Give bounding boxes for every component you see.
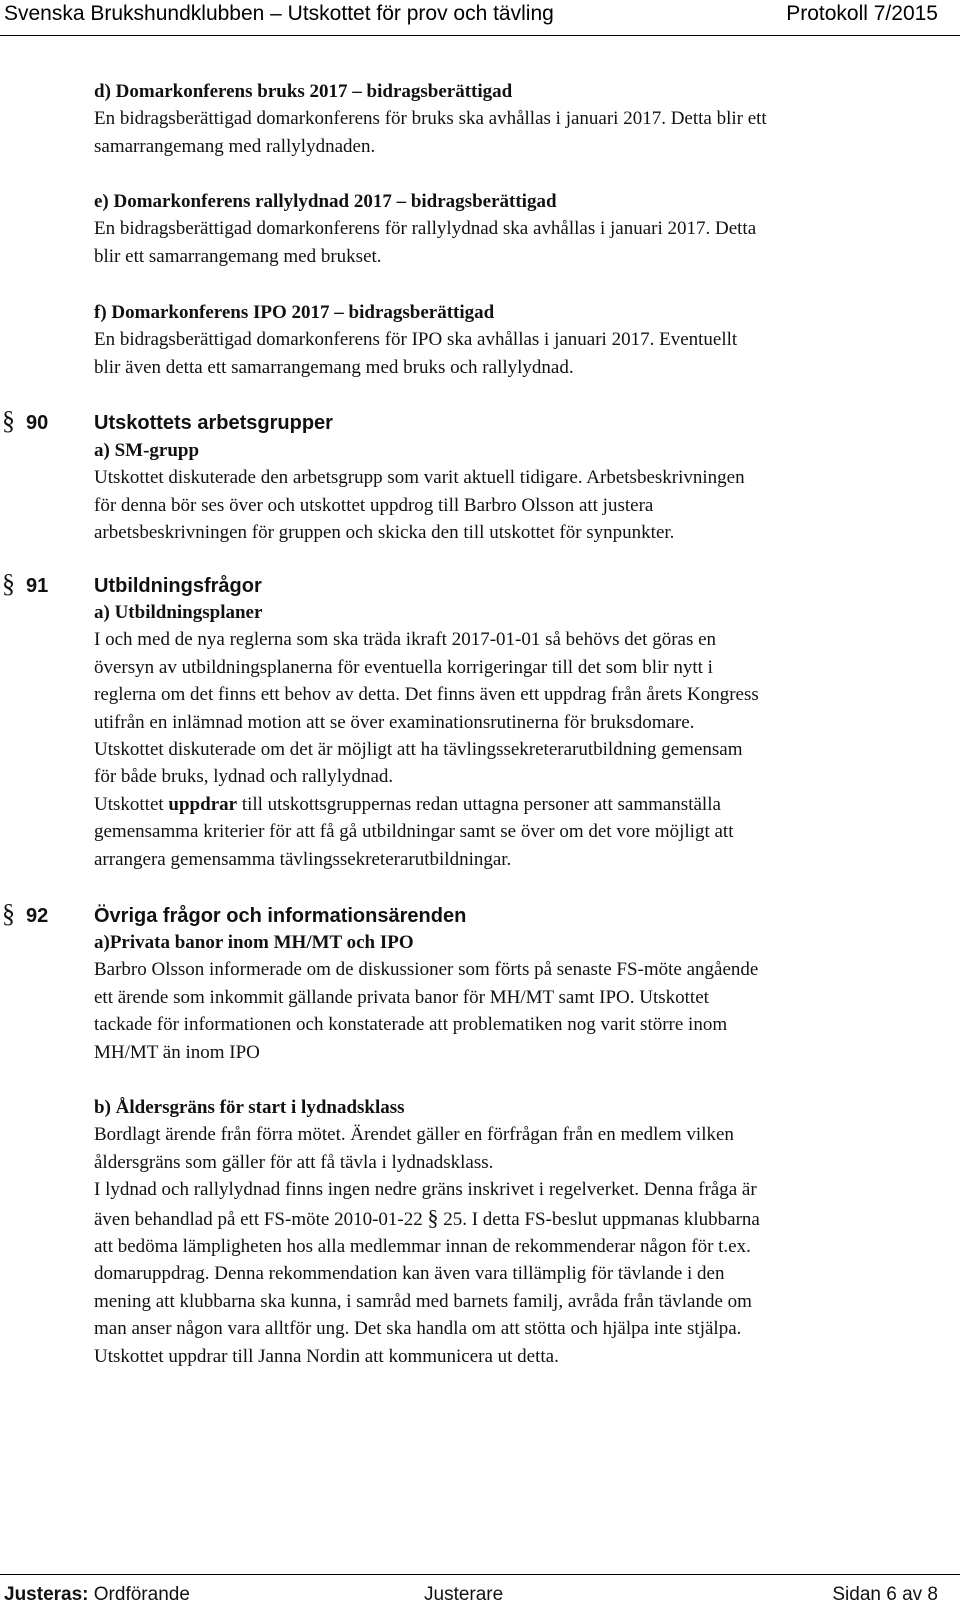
section-number: 92: [26, 905, 49, 927]
section-number: 90: [26, 412, 49, 434]
paragraph-line: [94, 791, 934, 818]
section-symbol: §: [2, 899, 15, 928]
section-title: Övriga frågor och informationsärenden: [94, 905, 467, 927]
section-90-subtitle: a) SM-grupp: [94, 440, 200, 461]
item-e-line: blir ett samarrangemang med brukset.: [94, 245, 382, 267]
paragraph-line: ett ärende som inkommit gällande privata banor för MH/MT samt IPO. Utskottet: [94, 986, 709, 1008]
paragraph-line: Utskottet uppdrar till Janna Nordin att kommunicera ut detta.: [94, 1345, 559, 1367]
item-e-line: En bidragsberättigad domarkonferens för rallylydnad ska avhållas i januari 2017. Detta: [94, 218, 757, 240]
paragraph-line: domaruppdrag. Denna rekommendation kan även vara tillämplig för tävlande i den: [94, 1263, 725, 1285]
text-run: 25. I detta FS-beslut uppmanas klubbarna: [438, 1208, 760, 1230]
section-91-heading: [0, 569, 940, 602]
header-protocol-number: Protokoll 7/2015: [786, 2, 938, 25]
paragraph-line: arrangera gemensamma tävlingssekreterarutbildningar.: [94, 848, 512, 870]
paragraph-line: [94, 1204, 934, 1233]
section-91-body: [94, 599, 934, 873]
paragraph-line: reglerna om det finns ett behov av detta. Det finns även ett uppdrag från årets Kongress: [94, 684, 759, 706]
footer-justerare: Justerare: [424, 1584, 504, 1605]
section-92-heading: [0, 899, 940, 932]
item-d: [94, 78, 934, 160]
paragraph-line: översyn av utbildningsplanerna för eventuella korrigeringar till det som blir nytt i: [94, 656, 713, 678]
paragraph-line: för både bruks, lydnad och rallylydnad.: [94, 766, 394, 788]
item-e-title: e) Domarkonferens rallylydnad 2017 – bidragsberättigad: [94, 191, 557, 212]
section-90-body: [94, 437, 934, 547]
header-title: Svenska Brukshundklubben – Utskottet för prov och tävling: [4, 2, 554, 25]
paragraph-line: I lydnad och rallylydnad finns ingen nedre gräns inskrivet i regelverket. Denna fråga är: [94, 1179, 757, 1201]
paragraph-line: att bedöma lämpligheten hos alla medlemmar innan de rekommenderar någon för t.ex.: [94, 1236, 751, 1258]
paragraph-line: man anser någon vara alltför ung. Det ska handla om att stötta och hjälpa inte stjälpa.: [94, 1318, 742, 1340]
text-run: även behandlad på ett FS-möte 2010-01-22: [94, 1208, 428, 1230]
section-symbol: §: [2, 569, 15, 598]
item-f-title: f) Domarkonferens IPO 2017 – bidragsberättigad: [94, 302, 495, 323]
paragraph-line: Utskottet diskuterade om det är möjligt att ha tävlingssekreterarutbildning gemensam: [94, 739, 743, 761]
text-run: till utskottsgruppernas redan uttagna personer att sammanställa: [237, 793, 721, 815]
item-f: [94, 299, 934, 381]
paragraph-line: Utskottet diskuterade den arbetsgrupp som varit aktuell tidigare. Arbetsbeskrivningen: [94, 467, 745, 489]
item-d-line: En bidragsberättigad domarkonferens för bruks ska avhållas i januari 2017. Detta blir ett: [94, 108, 767, 130]
section-number: 91: [26, 575, 49, 597]
item-e: [94, 188, 934, 270]
footer-justeras-label: Justeras:: [4, 1584, 89, 1605]
paragraph-line: MH/MT än inom IPO: [94, 1041, 260, 1063]
section-91-subtitle: a) Utbildningsplaner: [94, 602, 263, 623]
paragraph-line: Barbro Olsson informerade om de diskussioner som förts på senaste FS-möte angående: [94, 959, 759, 981]
section-92-subtitle-a: a)Privata banor inom MH/MT och IPO: [94, 932, 414, 953]
section-92-subtitle-b: b) Åldersgräns för start i lydnadsklass: [94, 1097, 405, 1118]
section-symbol-inline: §: [427, 1204, 439, 1230]
section-92-body-a: [94, 929, 934, 1066]
header-rule: [0, 35, 960, 36]
paragraph-line: åldersgräns som gäller för att få tävla i lydnadsklass.: [94, 1151, 494, 1173]
section-90-heading: [0, 406, 940, 439]
paragraph-line: tackade för informationen och konstaterade att problematiken nog varit större inom: [94, 1014, 728, 1036]
paragraph-line: I och med de nya reglerna som ska träda ikraft 2017-01-01 så behövs det göras en: [94, 629, 717, 651]
section-title: Utskottets arbetsgrupper: [94, 412, 333, 434]
paragraph-line: gemensamma kriterier för att få gå utbildningar samt se över om det vore möjligt att: [94, 821, 734, 843]
paragraph-line: arbetsbeskrivningen för gruppen och skicka den till utskottet för synpunkter.: [94, 522, 675, 544]
page-header: [0, 0, 960, 36]
paragraph-line: mening att klubbarna ska kunna, i samråd med barnets familj, avråda från tävlande om: [94, 1290, 752, 1312]
footer-signature-chair: [4, 1584, 190, 1606]
item-d-line: samarrangemang med rallylydnaden.: [94, 135, 376, 157]
paragraph-line: för denna bör ses över och utskottet uppdrog till Barbro Olsson att justera: [94, 494, 654, 516]
page-footer: [0, 1574, 960, 1613]
section-symbol: §: [2, 406, 15, 435]
item-f-line: En bidragsberättigad domarkonferens för IPO ska avhållas i januari 2017. Eventuellt: [94, 329, 738, 351]
footer-rule: [0, 1574, 960, 1575]
footer-ordforande: Ordförande: [88, 1584, 190, 1605]
section-92-body-b: [94, 1094, 934, 1370]
paragraph-line: Bordlagt ärende från förra mötet. Ärendet gäller en förfrågan från en medlem vilken: [94, 1124, 734, 1146]
item-d-title: d) Domarkonferens bruks 2017 – bidragsberättigad: [94, 81, 513, 102]
section-title: Utbildningsfrågor: [94, 575, 262, 597]
item-f-line: blir även detta ett samarrangemang med bruks och rallylydnad.: [94, 356, 574, 378]
text-run: Utskottet: [94, 793, 169, 815]
emphasis-uppdrar: uppdrar: [168, 793, 238, 815]
paragraph-line: utifrån en inlämnad motion att se över examinationsrutinerna för bruksdomare.: [94, 711, 695, 733]
footer-page-number: Sidan 6 av 8: [832, 1584, 938, 1605]
